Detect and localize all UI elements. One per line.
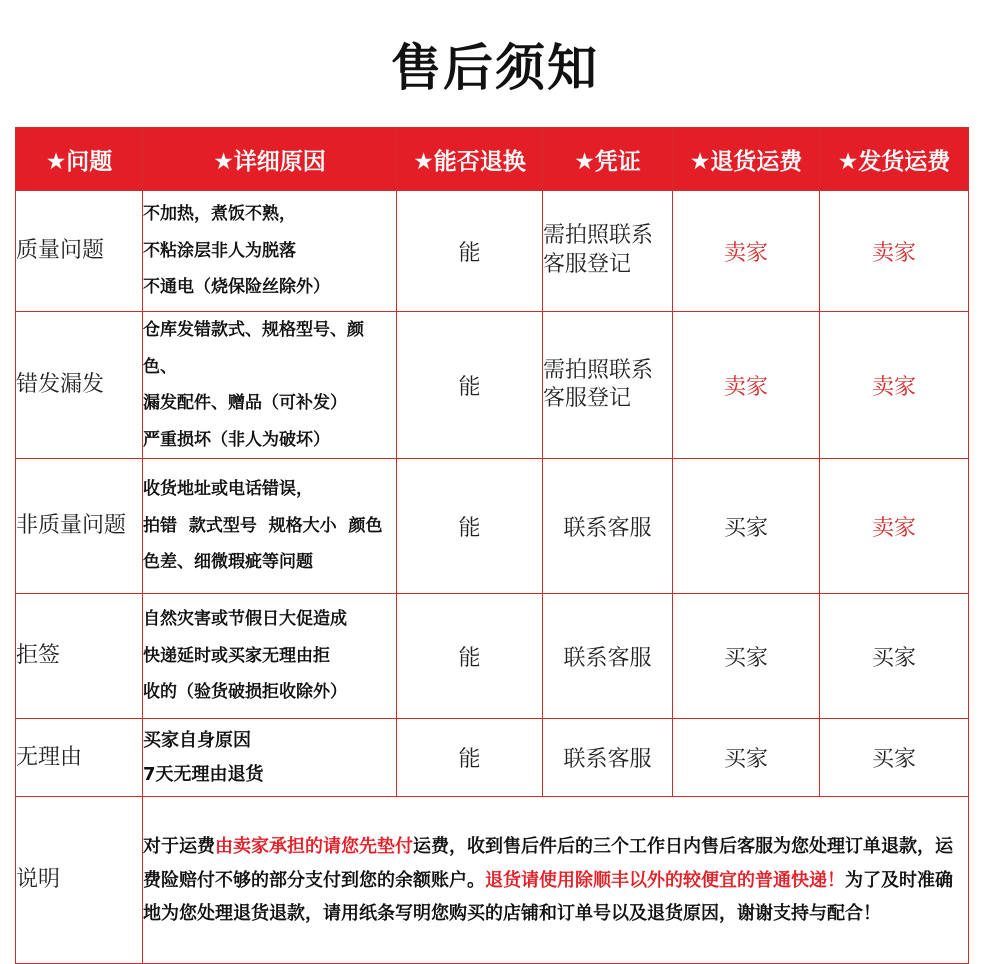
detail-line: 色差、细微瑕疵等问题	[143, 552, 313, 573]
note-row	[16, 797, 969, 964]
returnable-cell: 能	[397, 312, 543, 459]
table-row	[16, 459, 969, 594]
return-fee-cell: 买家	[673, 459, 820, 594]
detail-line: 快递延时或买家无理由拒	[143, 645, 330, 666]
issue-cell: 非质量问题	[16, 459, 143, 594]
returnable-cell: 能	[397, 594, 543, 719]
detail-line: 拍错 款式型号 规格大小 颜色	[143, 515, 383, 536]
detail-line: 漏发配件、赠品（可补发）	[143, 393, 347, 414]
page-title: 售后须知	[391, 39, 599, 97]
note-highlight: 由卖家承担的请您先垫付	[215, 836, 413, 858]
table-row	[16, 594, 969, 719]
detail-cell	[143, 594, 397, 719]
note-highlight: 退货请使用除顺丰以外的较便宜的普通快递！	[485, 869, 845, 891]
detail-line: 严重损坏（非人为破坏）	[143, 429, 330, 450]
ship-fee-cell: 卖家	[820, 459, 969, 594]
header-issue: ★问题	[16, 128, 143, 191]
returnable-cell: 能	[397, 459, 543, 594]
detail-line: 自然灾害或节假日大促造成	[143, 609, 347, 630]
ship-fee-cell: 卖家	[820, 312, 969, 459]
issue-cell: 拒签	[16, 594, 143, 719]
return-fee-cell: 卖家	[673, 312, 820, 459]
voucher-cell: 联系客服	[543, 594, 673, 719]
issue-cell: 质量问题	[16, 191, 143, 312]
table-row	[16, 191, 969, 312]
note-label: 说明	[16, 797, 143, 964]
issue-cell: 无理由	[16, 719, 143, 797]
detail-line: 仓库发错款式、规格型号、颜色、	[143, 320, 364, 377]
header-detail: ★详细原因	[143, 128, 397, 191]
header-ship-fee: ★发货运费	[820, 128, 969, 191]
note-part: 对于运费	[143, 836, 215, 858]
detail-line: 收的（验货破损拒收除外）	[143, 682, 347, 703]
table-row	[16, 312, 969, 459]
voucher-cell: 联系客服	[543, 719, 673, 797]
detail-cell	[143, 719, 397, 797]
table-row	[16, 719, 969, 797]
detail-cell	[143, 459, 397, 594]
detail-line: 不加热，煮饭不熟，	[143, 204, 296, 225]
table-header-row	[16, 128, 969, 191]
return-fee-cell: 卖家	[673, 191, 820, 312]
ship-fee-cell: 买家	[820, 594, 969, 719]
returnable-cell: 能	[397, 191, 543, 312]
return-fee-cell: 买家	[673, 594, 820, 719]
returnable-cell: 能	[397, 719, 543, 797]
detail-line: 收货地址或电话错误，	[143, 479, 313, 500]
note-text	[143, 797, 969, 964]
ship-fee-cell: 买家	[820, 719, 969, 797]
return-fee-cell: 买家	[673, 719, 820, 797]
header-voucher: ★凭证	[543, 128, 673, 191]
after-sales-table	[15, 127, 969, 964]
voucher-cell: 联系客服	[543, 459, 673, 594]
detail-line: 不粘涂层非人为脱落	[143, 240, 296, 261]
voucher-cell: 需拍照联系客服登记	[543, 312, 673, 459]
note-part: 为了及时准确地为您处理退货退款，请用纸条写明您购买的店铺和订单号以及退货原因，谢谢支持与配合！	[143, 869, 953, 924]
detail-cell	[143, 312, 397, 459]
issue-cell: 错发漏发	[16, 312, 143, 459]
header-returnable: ★能否退换	[397, 128, 543, 191]
detail-line: 不通电（烧保险丝除外）	[143, 277, 330, 298]
detail-cell	[143, 191, 397, 312]
ship-fee-cell: 卖家	[820, 191, 969, 312]
note-part: 运费，收到售后件后的三个工作日内售后客服为您处理订单退款，运费险赔付不够的部分支付到您的余额账户。	[143, 836, 953, 891]
detail-line: 7天无理由退货	[143, 763, 264, 785]
header-return-fee: ★退货运费	[673, 128, 820, 191]
voucher-cell: 需拍照联系客服登记	[543, 191, 673, 312]
detail-line: 买家自身原因	[143, 730, 251, 752]
